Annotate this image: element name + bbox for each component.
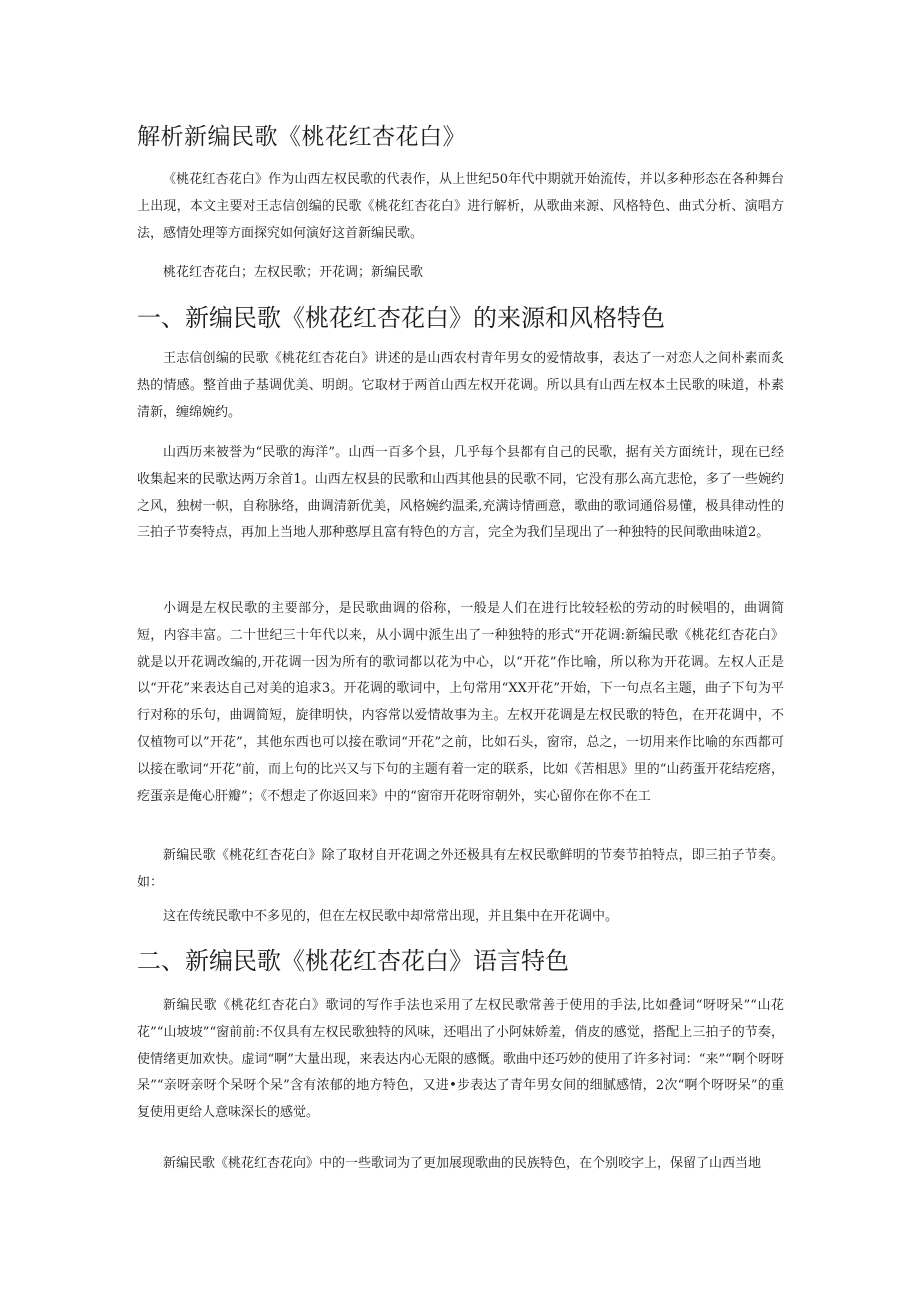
- document-title: 解析新编民歌《桃花红杏花白》: [137, 124, 466, 150]
- section-2-paragraph: 新编民歌《桃花红杏花白》歌词的写作手法也采用了左权民歌常善于使用的手法,比如叠词“呀呀呆”“山花花”“山坡坡”“窗前前:不仅具有左权民歌独特的风味，还唱出了小阿妹娇羞，俏皮的感觉，搭配上三拍子的节奏，使情绪更加欢快。虚词“啊”大量出现，来表达内心无限的感慨。歌曲中还巧妙的使用了许多衬词：“来”“啊个呀呀呆”“亲呀亲呀个呆呀个呆”含有浓郁的地方特色，又进•步表达了青年男女间的细腻感情，2次“啊个呀呀呆”的重复使用更给人意味深长的感觉。: [137, 998, 784, 1121]
- section-1-heading: 一、新编民歌《桃花红杏花白》的来源和风格特色: [137, 304, 665, 332]
- section-1-paragraph: 王志信创编的民歌《桃花红杏花白》讲述的是山西农村青年男女的爱情故事，表达了一对恋人之间朴素而炙热的情感。整首曲子基调优美、明朗。它取材于两首山西左权开花调。所以具有山西左权本土民歌的味道，朴素清新，缠绵婉约。: [137, 351, 784, 420]
- section-1-paragraph: 小调是左权民歌的主要部分，是民歌曲调的俗称，一般是人们在进行比较轻松的劳动的时候唱的，曲调简短，内容丰富。二十世纪三十年代以来，从小调中派生出了一种独特的形式“开花调:新编民歌《桃花红杏花白》就是以开花调改编的,开花调一因为所有的歌词都以花为中心，以“开花”作比喻，所以称为开花调。左权人正是以“开花”来表达自己对美的追求3。开花调的歌词中，上句常用“XX开花”开始，下一句点名主题，曲子下句为平行对称的乐句，曲调简短，旋律明快，内容常以爱情故事为主。左权开花调是左权民歌的特色，在开花调中，不仅植物可以”开花”，其他东西也可以接在歌词“开花”之前，比如石头，窗帘，总之，一切用来作比喻的东西都可以接在歌词“开花”前，而上句的比兴又与下句的主题有着一定的联系，比如《苦相思》里的“山药蛋开花结疙瘩，疙蛋亲是俺心肝瓣”；《不想走了你返回来》中的“窗帘开花呀帘朝外，实心留你在你不在工: [137, 601, 784, 804]
- section-1-paragraph: 山西历来被誉为“民歌的海洋”。山西一百多个县，几乎每个县都有自己的民歌，据有关方面统计，现在已经收集起来的民歌达两万余首1。山西左权县的民歌和山西其他县的民歌不同，它没有那么高亢悲怆，多了一些婉约之风，独树一帜，自称脉络，曲调清新优美，风格婉约温柔,充满诗情画意，歌曲的歌词通俗易懂，极具律动性的三拍子节奏特点，再加上当地人那种憨厚且富有特色的方言，完全为我们呈现出了一种独特的民间歌曲味道2。: [137, 445, 784, 541]
- section-2-paragraph: 新编民歌《桃花红杏花向》中的一些歌词为了更加展现歌曲的民族特色，在个别咬字上，保留了山西当地: [163, 1156, 762, 1171]
- abstract-paragraph: 《桃花红杏花白》作为山西左权民歌的代表作，从上世纪50年代中期就开始流传，并以多种形态在各种舞台上出现，本文主要对王志信创编的民歌《桃花红杏花白》进行解析，从歌曲来源、风格特色、曲式分析、演唱方法，感情处理等方面探究如何演好这首新编民歌。: [137, 172, 784, 241]
- section-1-paragraph: 这在传统民歌中不多见的，但在左权民歌中却常常出现，并且集中在开花调中。: [163, 909, 619, 924]
- section-1-paragraph: 新编民歌《桃花红杏花白》除了取材自开花调之外还极具有左权民歌鲜明的节奏节拍特点，即三拍子节奏。如：: [137, 848, 784, 890]
- section-2-heading: 二、新编民歌《桃花红杏花白》语言特色: [137, 947, 569, 975]
- keywords-paragraph: 桃花红杏花白；左权民歌；开花调；新编民歌: [163, 265, 424, 280]
